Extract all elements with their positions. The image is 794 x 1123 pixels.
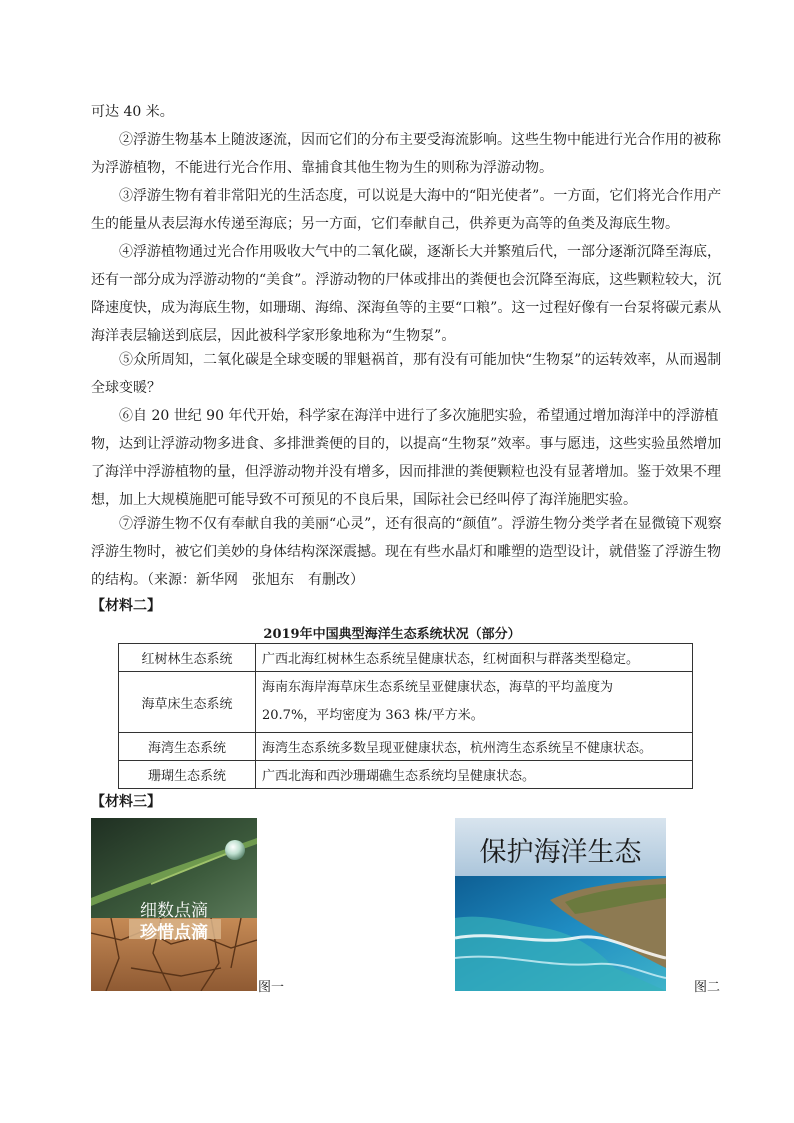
poster-title: 保护海洋生态 [479,837,642,868]
table-row [119,672,693,733]
table-row [119,733,693,761]
ecosystem-name: 海湾生态系统 [119,733,256,761]
figure-1-image [91,818,257,991]
ecosystem-status [256,672,693,733]
poster-slogan-line-2: 珍惜点滴 [140,923,208,943]
table-row [119,761,693,789]
ecosystem-status: 广西北海红树林生态系统呈健康状态，红树面积与群落类型稳定。 [256,644,693,672]
material-3-heading: 【材料三】 [91,794,161,810]
material-2-heading: 【材料二】 [91,598,161,614]
paragraph-7: ⑦浮游生物不仅有奉献自我的美丽“心灵”，还有很高的“颜值”。浮游生物分类学者在显微镜下观察浮游生物时，被它们美妙的身体结构深深震撼。现在有些水晶灯和雕塑的造型设计，就借鉴了浮游生物的结构。（来源：新华网 张旭东 有删改） [91,516,722,588]
figure-2-caption: 图二 [694,980,721,995]
ecosystem-name: 珊瑚生态系统 [119,761,256,789]
water-drop-icon [225,840,245,860]
paragraph-5: ⑤众所周知，二氧化碳是全球变暖的罪魁祸首，那有没有可能加快“生物泵”的运转效率，从而遏制全球变暖？ [91,352,722,396]
ecosystem-status-line: 20.7%，平均密度为 363 株/平方米。 [262,708,484,723]
paragraph-4: ④浮游植物通过光合作用吸收大气中的二氧化碳，逐渐长大并繁殖后代，一部分逐渐沉降至海底，还有一部分成为浮游动物的“美食”。浮游动物的尸体或排出的粪便也会沉降至海底，这些颗粒较大，沉降速度快，成为海底生物，如珊瑚、海绵、深海鱼等的主要“口粮”。这一过程好像有一台泵将碳元素从海洋表层输送到底层，因此被科学家形象地称为“生物泵”。 [91,244,722,344]
figure-2-image [455,818,666,991]
table-title: 2019年中国典型海洋生态系统状况（部分） [263,627,521,642]
ecosystem-table [118,643,693,789]
paragraph-3: ③浮游生物有着非常阳光的生活态度，可以说是大海中的“阳光使者”。一方面，它们将光合作用产生的能量从表层海水传递至海底；另一方面，它们奉献自己，供养更为高等的鱼类及海底生物。 [91,188,722,232]
ecosystem-name: 海草床生态系统 [119,672,256,733]
paragraph-continuation: 可达 40 米。 [91,104,174,120]
paragraph-2: ②浮游生物基本上随波逐流，因而它们的分布主要受海流影响。这些生物中能进行光合作用的被称为浮游植物，不能进行光合作用、靠捕食其他生物为生的则称为浮游动物。 [91,132,721,176]
figure-1-caption: 图一 [258,980,285,995]
paragraph-6: ⑥自 20 世纪 90 年代开始，科学家在海洋中进行了多次施肥实验，希望通过增加海洋中的浮游植物，达到让浮游动物多进食、多排泄粪便的目的，以提高“生物泵”效率。事与愿违，这些实验虽然增加了海洋中浮游植物的量，但浮游动物并没有增多，因而排泄的粪便颗粒也没有显著增加。鉴于效果不理想，加上大规模施肥可能导致不可预见的不良后果，国际社会已经叫停了海洋施肥实验。 [91,408,722,508]
ecosystem-status-line: 海南东海岸海草床生态系统呈亚健康状态，海草的平均盖度为 [262,680,614,695]
ecosystem-name: 红树林生态系统 [119,644,256,672]
table-row [119,644,693,672]
ecosystem-status: 广西北海和西沙珊瑚礁生态系统均呈健康状态。 [256,761,693,789]
ecosystem-status: 海湾生态系统多数呈现亚健康状态，杭州湾生态系统呈不健康状态。 [256,733,693,761]
poster-slogan-line-1: 细数点滴 [140,901,208,921]
